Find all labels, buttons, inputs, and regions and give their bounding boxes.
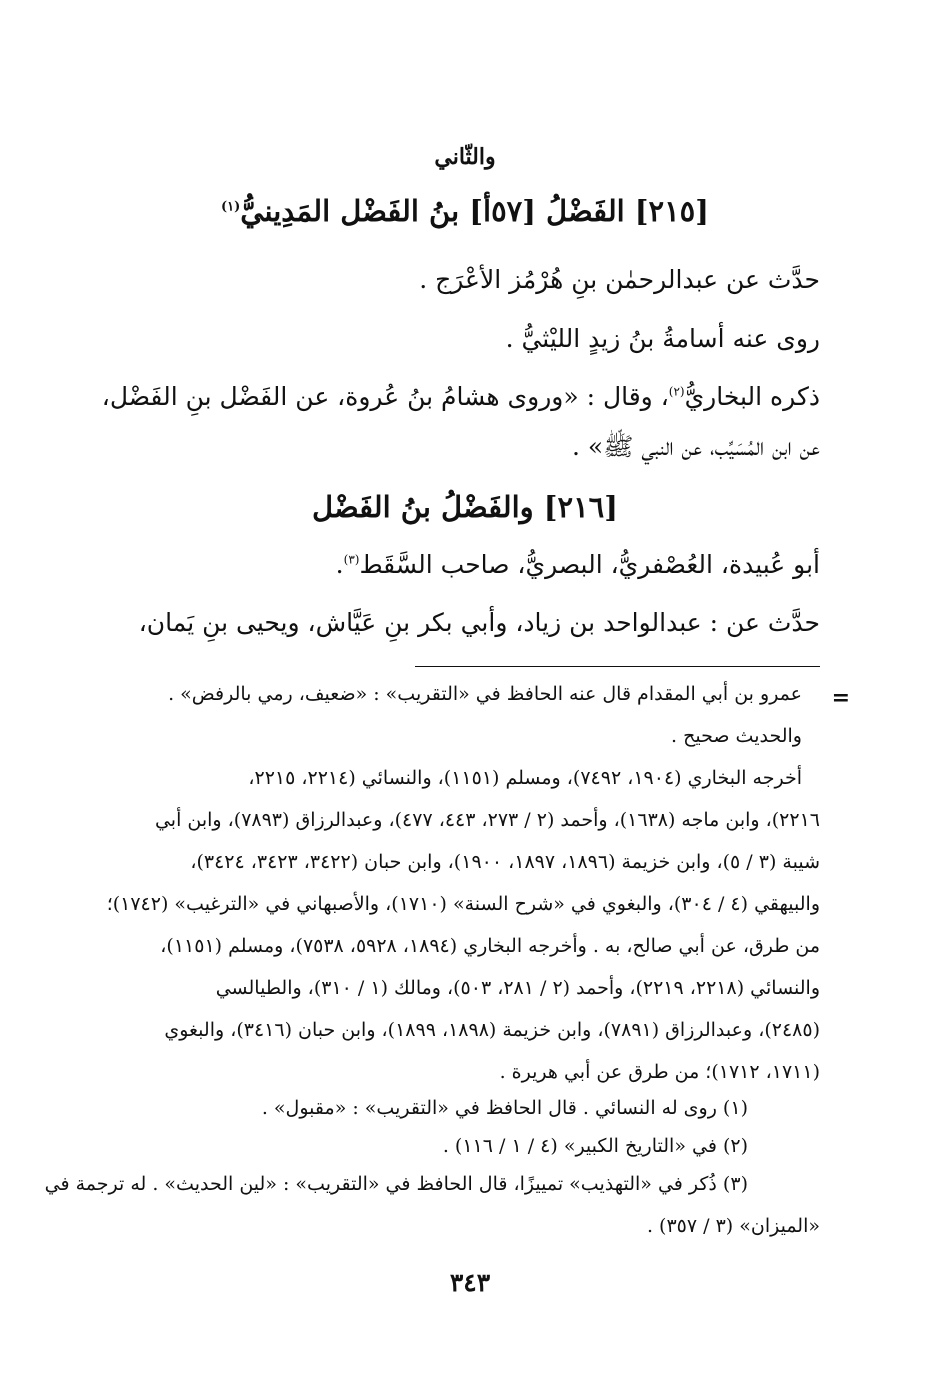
footnote-line: (٢) في «التاريخ الكبير» (٤ / ١ / ١١٦) . [442, 1135, 748, 1157]
footnote-ref: (١) [221, 199, 241, 215]
footnote-ref: (٢) [668, 384, 685, 399]
footnote-line: ٢٢١٦)، وابن ماجه (١٦٣٨)، وأحمد (٢ / ٢٧٣، ٤٤٣، ٤٧٧)، وعبدالرزاق (٧٨٩٣)، وابن أبي [154, 809, 820, 831]
entry-heading-216: [٢١٦] والفَضْلُ بنُ الفَضْل [312, 490, 618, 524]
footnote-line: والحديث صحيح . [671, 725, 802, 747]
footnote-line: (٢٤٨٥)، وعبدالرزاق (٧٨٩١)، وابن خزيمة (١٨٩٨، ١٨٩٩)، وابن حبان (٣٤١٦)، والبغوي [164, 1019, 820, 1041]
continuation-mark: = [831, 685, 850, 711]
text-span: أبو عُبيدة، العُصْفريُّ، البصريُّ، صاحب السَّقَط [359, 550, 820, 579]
entry-215-bukhari-line [101, 380, 820, 414]
entry-heading-215 [110, 194, 820, 229]
page-number: ٣٤٣ [449, 1268, 491, 1297]
text-span: ، وقال : «وروى هشامُ بنُ عُروة، عن الفَضْل بنِ الفَضْل، [101, 382, 669, 411]
text-span: . [335, 550, 344, 579]
footnote-line: أخرجه البخاري (١٩٠٤، ٧٤٩٢)، ومسلم (١١٥١)، والنسائي (٢٢١٤، ٢٢١٥، [248, 767, 802, 789]
footnote-line: (٣) ذُكر في «التهذيب» تمييزًا، قال الحافظ في «التقريب» : «لين الحديث» . له ترجمة في [44, 1173, 748, 1195]
footnote-line: من طرق، عن أبي صالح، به . وأخرجه البخاري (١٨٩٤، ٥٩٢٨، ٧٥٣٨)، ومسلم (١١٥١)، [160, 935, 820, 957]
text-span: ذكره البخاريُّ [684, 382, 820, 411]
footnote-line: شيبة (٣ / ٥)، وابن خزيمة (١٨٩٦، ١٨٩٧، ١٩٠٠)، وابن حبان (٣٤٢٢، ٣٤٢٣، ٣٤٢٤)، [190, 851, 820, 873]
footnote-divider [415, 666, 820, 667]
footnote-line: عمرو بن أبي المقدام قال عنه الحافظ في «التقريب» : «ضعيف، رمي بالرفض» . [168, 683, 802, 705]
entry-215-line: عن ابن المُسَيِّب، عن النبي ﷺ» . [572, 432, 820, 461]
section-kicker: والثّاني [434, 144, 496, 170]
entry-heading-text: [٢١٥] الفَضْلُ [٥٧أ] بنُ الفَضْل المَدِينيُّ [240, 194, 709, 228]
entry-216-line [110, 548, 820, 582]
footnote-line: «الميزان» (٣ / ٣٥٧) . [646, 1215, 820, 1237]
entry-215-line: روى عنه أسامةُ بنُ زيدٍ الليْثيُّ . [505, 324, 820, 353]
footnote-line: والنسائي (٢٢١٨، ٢٢١٩)، وأحمد (٢ / ٢٨١، ٥٠٣)، ومالك (١ / ٣١٠)، والطيالسي [215, 977, 820, 999]
entry-216-line: حدَّث عن : عبدالواحد بن زياد، وأبي بكر بنِ عَيَّاش، ويحيى بنِ يَمان، [138, 608, 820, 637]
entry-215-line: حدَّث عن عبدالرحمٰن بنِ هُرْمُز الأعْرَج . [419, 265, 820, 294]
footnote-line: والبيهقي (٤ / ٣٠٤)، والبغوي في «شرح السنة» (١٧١٠)، والأصبهاني في «الترغيب» (١٧٤٢)؛ [106, 893, 820, 915]
footnote-line: (١) روى له النسائي . قال الحافظ في «التقريب» : «مقبول» . [261, 1097, 748, 1119]
footnote-ref: (٣) [343, 552, 360, 567]
footnote-line: (١٧١١، ١٧١٢)؛ من طرق عن أبي هريرة . [499, 1061, 820, 1083]
